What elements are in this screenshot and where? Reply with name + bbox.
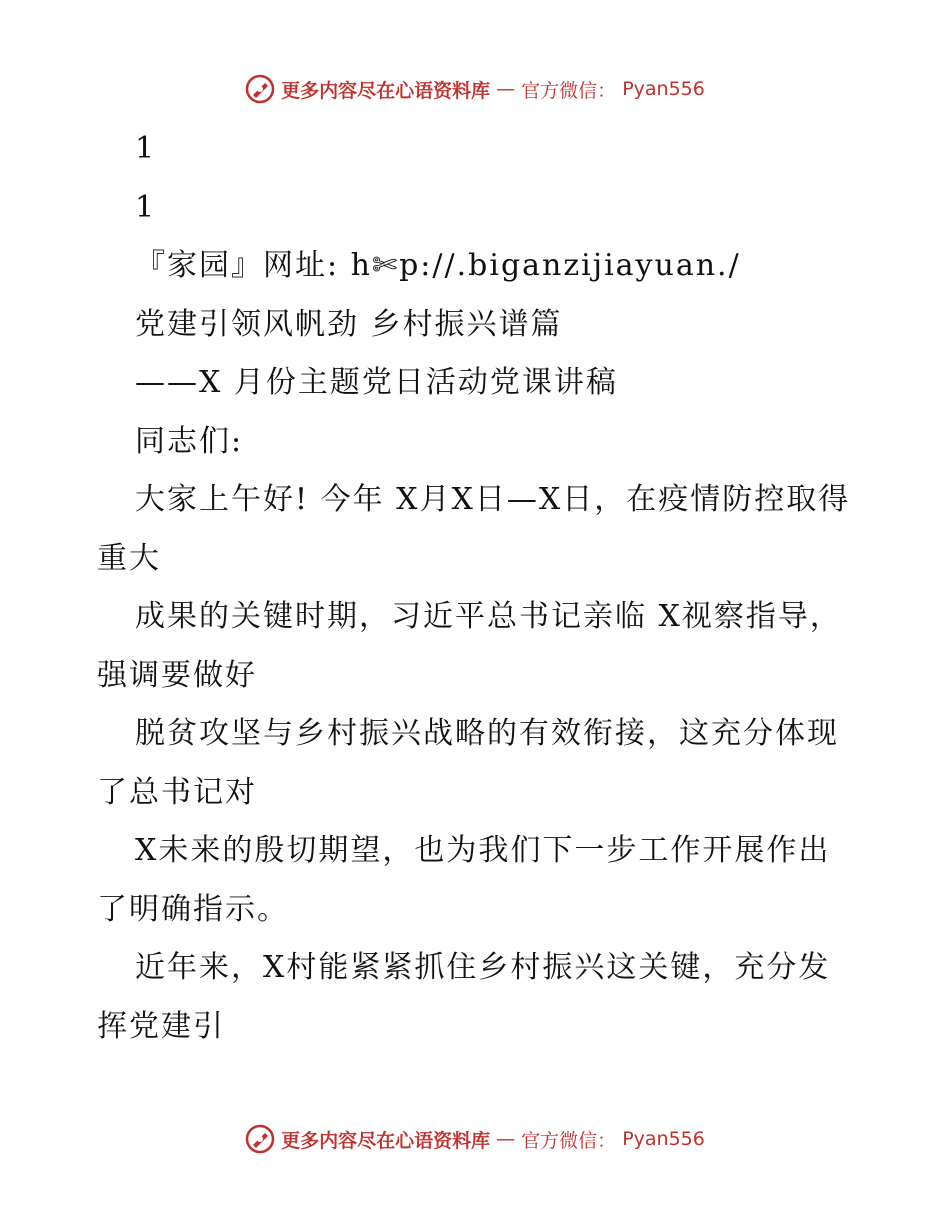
- footer-watermark: [0, 1124, 950, 1154]
- watermark-side-text: 官方微信：: [521, 1129, 617, 1152]
- document-title: 党建引领风帆劲 乡村振兴谱篇: [135, 306, 563, 342]
- website-line: 『家园』网址: h✄p://.biganzijiayuan./: [135, 248, 741, 283]
- watermark-id-text: Pyan556: [622, 78, 705, 100]
- header-watermark: [0, 74, 950, 104]
- body-paragraph: 成果的关键时期，习近平总书记亲临 X视察指导，强调要做好: [97, 599, 842, 693]
- watermark-dash: —: [496, 1128, 516, 1150]
- seal-pen-icon: [245, 1124, 275, 1154]
- page-number-line: 1: [135, 131, 157, 166]
- body-paragraph: X未来的殷切期望，也为我们下一步工作开展作出了明确指示。: [97, 833, 831, 927]
- watermark-dash: —: [496, 78, 516, 100]
- document-subtitle: ——X 月份主题党日活动党课讲稿: [135, 365, 618, 400]
- page-number-line: 1: [135, 189, 157, 225]
- document-body: [97, 120, 857, 1056]
- watermark-id-text: Pyan556: [622, 1128, 705, 1150]
- watermark-side-text: 官方微信：: [521, 79, 617, 102]
- seal-pen-icon: [245, 74, 275, 104]
- watermark-main-text: 更多内容尽在心语资料库: [281, 1129, 491, 1152]
- body-paragraph: 大家上午好! 今年 X月X日—X日，在疫情防控取得重大: [97, 482, 851, 576]
- body-paragraph: 近年来，X村能紧紧抓住乡村振兴这关键，充分发挥党建引: [97, 950, 831, 1044]
- body-paragraph: 脱贫攻坚与乡村振兴战略的有效衔接，这充分体现了总书记对: [97, 716, 839, 810]
- salutation: 同志们:: [135, 423, 244, 459]
- watermark-main-text: 更多内容尽在心语资料库: [281, 79, 491, 102]
